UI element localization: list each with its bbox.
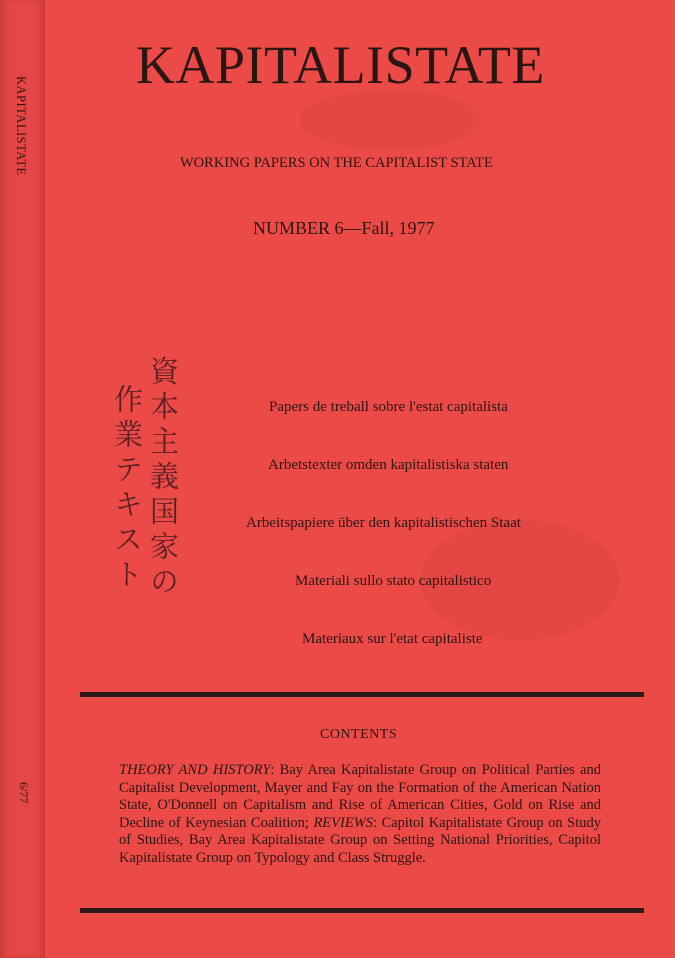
title-catalan: Papers de treball sobre l'estat capitalista (269, 399, 508, 415)
title-german: Arbeitspapiere über den kapitalistischen Staat (246, 515, 521, 531)
issue-number: NUMBER 6—Fall, 1977 (253, 218, 435, 238)
reviews-label: REVIEWS (313, 814, 374, 831)
spine-issue: 6/77 (17, 782, 31, 804)
title-italian: Materiali sullo stato capitalistico (295, 573, 492, 589)
theory-label: THEORY AND HISTORY (119, 762, 271, 778)
journal-subtitle: WORKING PAPERS ON THE CAPITALIST STATE (180, 155, 493, 171)
reviews-text: : Capitol Kapitalistate Group on Study of Studies, Bay Area Kapitalistate Group on Setting National Priorities, Capitol Kapitalistate Group on Typology and Class Struggle. (119, 814, 601, 866)
handwritten-japanese-annotation (108, 356, 198, 646)
spine-title: KAPITALISTATE (14, 76, 28, 176)
title-french: Materiaux sur l'etat capitaliste (302, 631, 483, 647)
divider-top (80, 692, 644, 697)
handwriting-column-1: 資本主義国家の (146, 356, 180, 601)
journal-title: KAPITALISTATE (136, 35, 545, 95)
handwriting-column-2: 作業テキスト (110, 384, 144, 594)
theory-text: : Bay Area Kapitalistate Group on Political Parties and Capitalist Development, Mayer and Fay on the Formation of the American Nation State, O'Donnell on Capitalism and Rise of American Cities, Gold on Rise and Decline of Keynesian Coalition; (119, 762, 601, 831)
contents-text (119, 762, 601, 867)
paper-stain (300, 90, 480, 150)
title-swedish: Arbetstexter omden kapitalistiska staten (268, 457, 509, 473)
page-edge (0, 0, 10, 958)
divider-bottom (80, 908, 644, 913)
contents-heading: CONTENTS (320, 727, 398, 742)
